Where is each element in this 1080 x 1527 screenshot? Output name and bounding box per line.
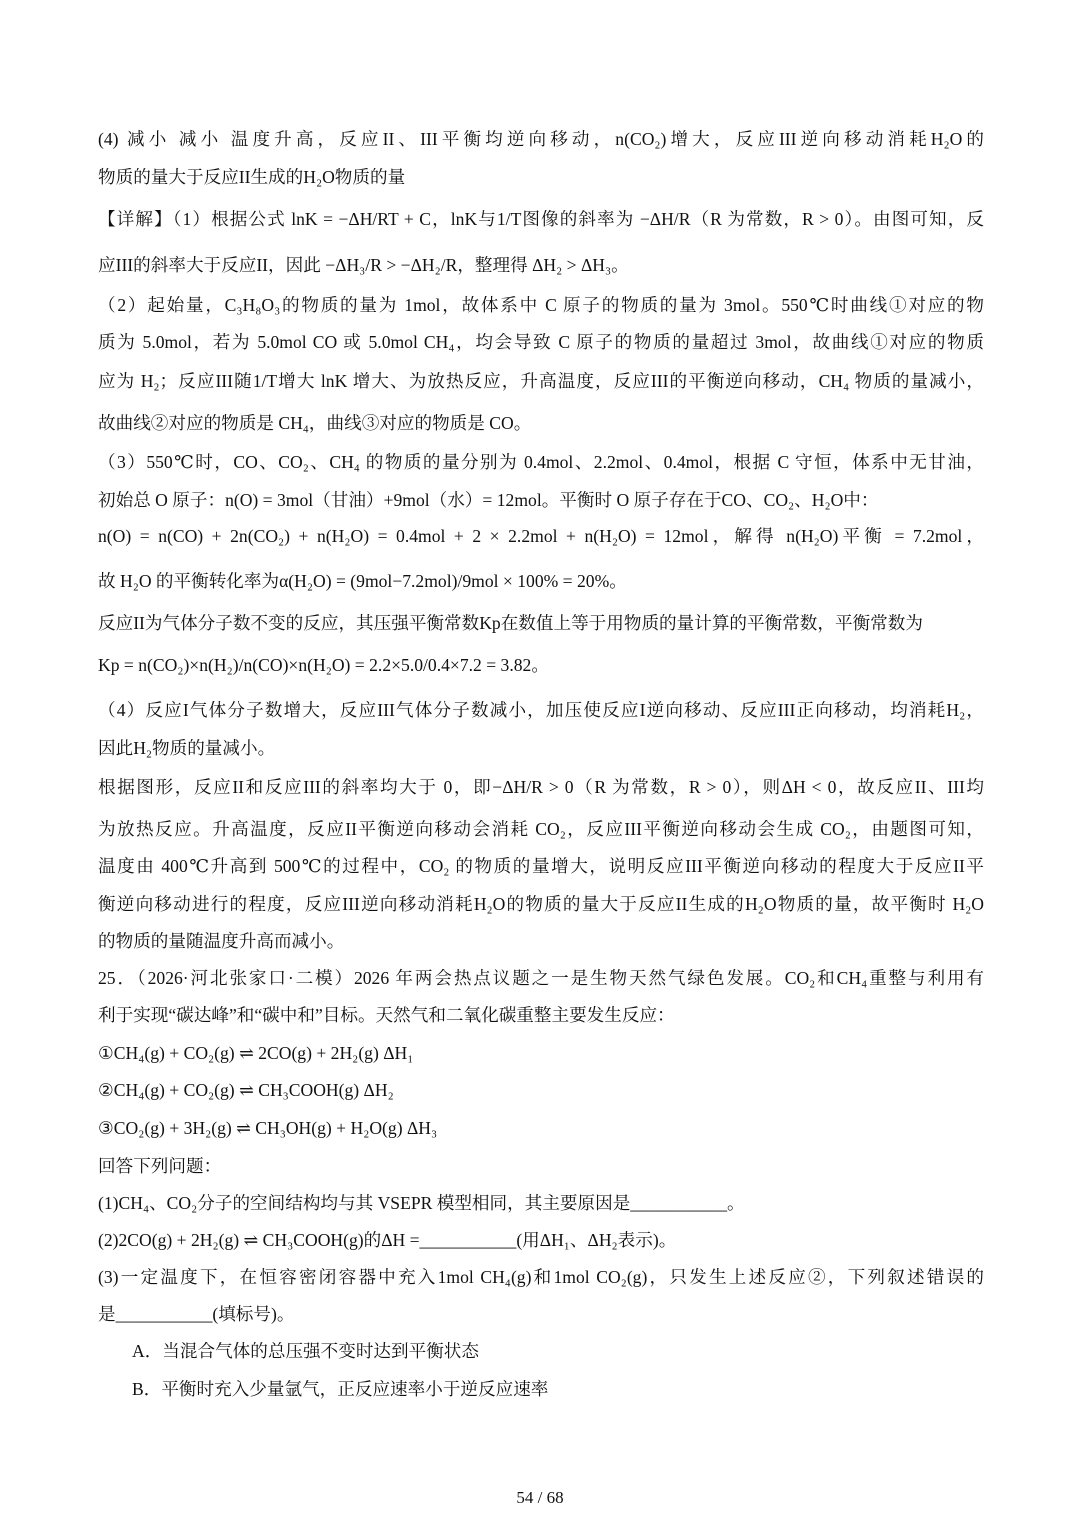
question-item: (1)CH₄、CO₂分子的空间结构均与其 VSEPR 模型相同，其主要原因是___________。 [98, 1193, 745, 1213]
text-line: 衡逆向移动进行的程度，反应III逆向移动消耗H₂O的物质的量大于反应II生成的H₂O物质的量，故平衡时 H₂O [98, 894, 984, 914]
text-line: Kp = n(CO₂)×n(H₂)/n(CO)×n(H₂O) = 2.2×5.0/0.4×7.2 = 3.82。 [98, 655, 549, 675]
text-line: （4）反应I气体分子数增大，反应III气体分子数减小，加压使反应I逆向移动、反应III正向移动，均消耗H₂， [98, 700, 984, 720]
text-line: 质为 5.0mol，若为 5.0mol CO 或 5.0mol CH₄，均会导致 C 原子的物质的量超过 3mol，故曲线①对应的物质 [98, 332, 984, 352]
text-line: 应为 H₂；反应III随1/T增大 lnK 增大、为放热反应，升高温度，反应III的平衡逆向移动，CH₄ 物质的量减小， [98, 371, 984, 391]
text-line: 【详解】（1）根据公式 lnK = −ΔH/RT + C，lnK与1/T图像的斜率为 −ΔH/R（R 为常数，R > 0）。由图可知，反 [98, 209, 984, 229]
text-line: （3）550℃时，CO、CO₂、CH₄ 的物质的量分别为 0.4mol、2.2mol、0.4mol，根据 C 守恒，体系中无甘油， [98, 452, 984, 472]
text-line: 故 H₂O 的平衡转化率为α(H₂O) = (9mol−7.2mol)/9mol × 100% = 20%。 [98, 571, 627, 591]
question-header: 25．（2026·河北张家口·二模）2026 年两会热点议题之一是生物天然气绿色发展。CO₂和CH₄重整与利用有 [98, 968, 984, 988]
text-line: 是___________(填标号)。 [98, 1304, 295, 1324]
text-line: 初始总 O 原子：n(O) = 3mol（甘油）+9mol（水）= 12mol。平衡时 O 原子存在于CO、CO₂、H₂O中： [98, 490, 879, 510]
equation-line: ①CH₄(g) + CO₂(g) ⇌ 2CO(g) + 2H₂(g) ΔH₁ [98, 1043, 414, 1063]
text-line: 应III的斜率大于反应II，因此 −ΔH₃/R > −ΔH₂/R，整理得 ΔH₂ > ΔH₃。 [98, 255, 629, 275]
equation-line: ②CH₄(g) + CO₂(g) ⇌ CH₃COOH(g) ΔH₂ [98, 1080, 394, 1100]
text-line: 物质的量大于反应II生成的H₂O物质的量 [98, 167, 406, 187]
page-number: 54 / 68 [516, 1488, 564, 1507]
text-line: 根据图形，反应II和反应III的斜率均大于 0，即−ΔH/R > 0（R 为常数，R > 0），则ΔH < 0，故反应II、III均 [98, 777, 984, 797]
text-line: 为放热反应。升高温度，反应II平衡逆向移动会消耗 CO₂，反应III平衡逆向移动会生成 CO₂，由题图可知， [98, 819, 984, 839]
question-item: (3)一定温度下，在恒容密闭容器中充入1mol CH₄(g)和1mol CO₂(g)，只发生上述反应②，下列叙述错误的 [98, 1267, 984, 1287]
text-line: 的物质的量随温度升高而减小。 [98, 931, 345, 951]
text-line: 故曲线②对应的物质是 CH₄，曲线③对应的物质是 CO。 [98, 413, 532, 433]
question-item: (2)2CO(g) + 2H₂(g) ⇌ CH₃COOH(g)的ΔH =___________(用ΔH₁、ΔH₂表示)。 [98, 1230, 677, 1250]
text-line: （2）起始量，C₃H₈O₃的物质的量为 1mol，故体系中 C 原子的物质的量为 3mol。550℃时曲线①对应的物 [98, 295, 984, 315]
text-line: (4) 减小 减小 温度升高，反应II、III平衡均逆向移动，n(CO₂)增大，反应III逆向移动消耗H₂O的 [98, 129, 984, 149]
text-line: 回答下列问题： [98, 1156, 222, 1176]
text-line: 温度由 400℃升高到 500℃的过程中，CO₂ 的物质的量增大，说明反应III平衡逆向移动的程度大于反应II平 [98, 856, 984, 876]
text-line: n(O) = n(CO) + 2n(CO₂) + n(H₂O) = 0.4mol + 2 × 2.2mol + n(H₂O) = 12mol，解得 n(H₂O)平衡 = 7.2mol， [98, 526, 984, 546]
option-b: B．平衡时充入少量氩气，正反应速率小于逆反应速率 [132, 1379, 549, 1399]
text-line: 反应II为气体分子数不变的反应，其压强平衡常数Kp在数值上等于用物质的量计算的平衡常数，平衡常数为 [98, 613, 923, 633]
equation-line: ③CO₂(g) + 3H₂(g) ⇌ CH₃OH(g) + H₂O(g) ΔH₃ [98, 1118, 438, 1138]
text-line: 利于实现“碳达峰”和“碳中和”目标。天然气和二氧化碳重整主要发生反应： [98, 1005, 675, 1025]
text-line: 因此H₂物质的量减小。 [98, 738, 276, 758]
option-a: A．当混合气体的总压强不变时达到平衡状态 [132, 1341, 479, 1361]
